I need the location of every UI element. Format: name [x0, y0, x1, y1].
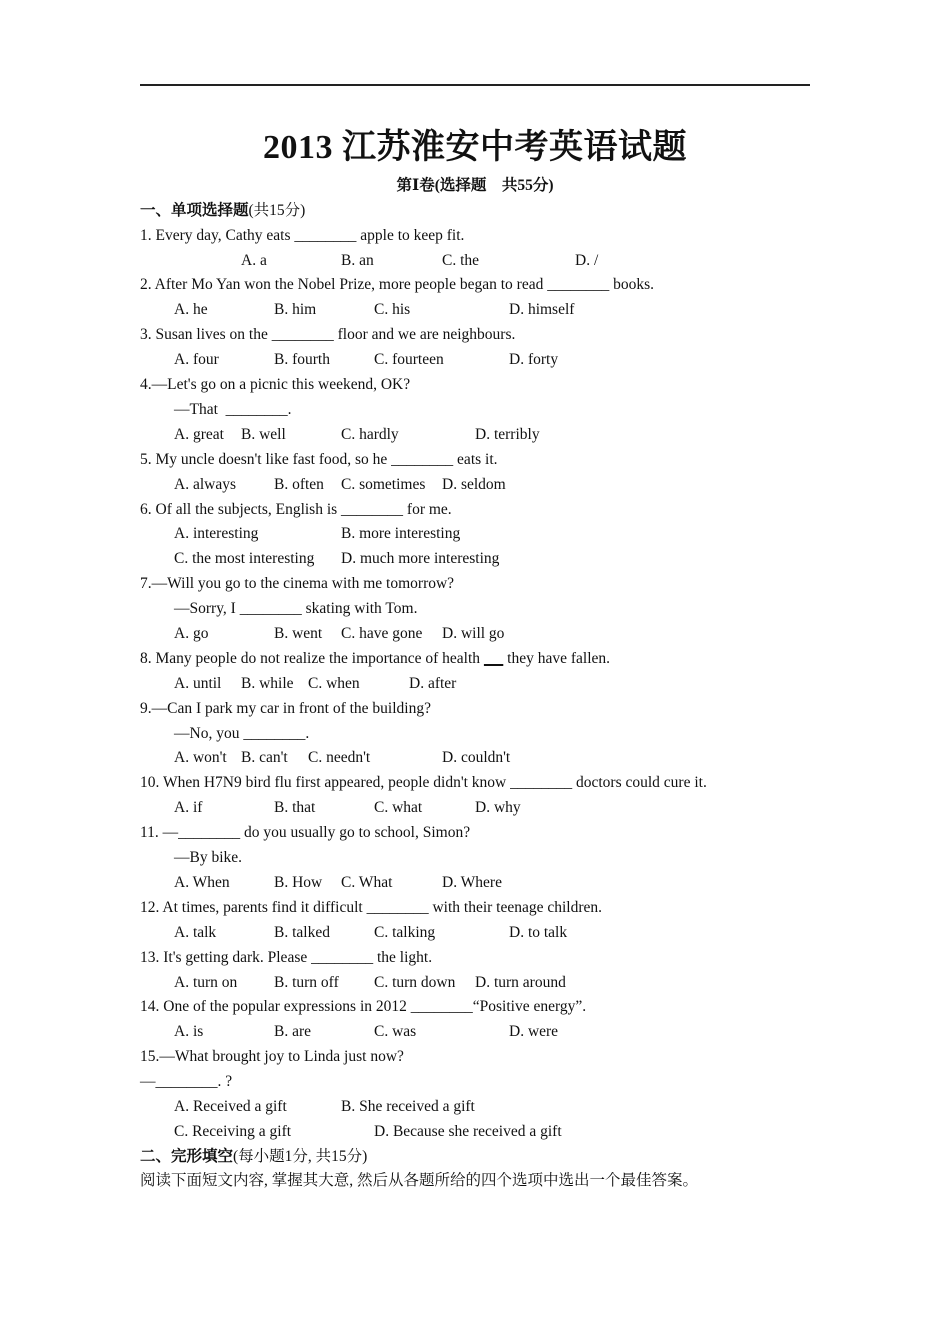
section-2-instruction: 阅读下面短文内容, 掌握其大意, 然后从各题所给的四个选项中选出一个最佳答案。: [140, 1172, 699, 1189]
q2-stem: 2. After Mo Yan won the Nobel Prize, more people began to read ________ books.: [140, 276, 654, 293]
q14-option-d: D. were: [509, 1023, 559, 1040]
q3-option-d: D. forty: [509, 351, 559, 368]
q7-reply: —Sorry, I ________ skating with Tom.: [174, 600, 418, 617]
q14-option-b: B. are: [274, 1023, 312, 1040]
q11-option-c: C. What: [341, 874, 393, 891]
q8-stem: [140, 648, 610, 670]
q9-reply: —No, you ________.: [174, 725, 310, 742]
q5-option-a: A. always: [174, 476, 236, 493]
q5-option-c: C. sometimes: [341, 476, 426, 493]
q11-option-a: A. When: [174, 874, 230, 891]
q15-reply: —________. ?: [140, 1073, 233, 1090]
q3-option-a: A. four: [174, 351, 219, 368]
q7-option-a: A. go: [174, 625, 209, 642]
q13-option-d: D. turn around: [475, 974, 566, 991]
q5-stem: 5. My uncle doesn't like fast food, so he ________ eats it.: [140, 451, 498, 468]
q4-option-c: C. hardly: [341, 426, 399, 443]
q14-option-c: C. was: [374, 1023, 417, 1040]
q2-option-a: A. he: [174, 301, 208, 318]
q12-option-a: A. talk: [174, 924, 217, 941]
q4-option-a: A. great: [174, 426, 224, 443]
q6-option-b: B. more interesting: [341, 525, 461, 542]
q13-stem: 13. It's getting dark. Please ________ the light.: [140, 949, 433, 966]
q4-option-b: B. well: [241, 426, 286, 443]
q11-reply: —By bike.: [174, 849, 243, 866]
q2-option-b: B. him: [274, 301, 317, 318]
q8-option-c: C. when: [308, 675, 360, 692]
section-2-heading: [140, 1146, 367, 1168]
q8-stem-before: 8. Many people do not realize the importance of health: [140, 650, 484, 667]
section-2-note: (每小题1分, 共15分): [233, 1148, 368, 1165]
q11-option-b: B. How: [274, 874, 323, 891]
page-title: 2013 江苏淮安中考英语试题: [263, 129, 687, 166]
q9-option-b: B. can't: [241, 749, 288, 766]
q6-stem: 6. Of all the subjects, English is ________ for me.: [140, 501, 452, 518]
q10-stem: 10. When H7N9 bird flu first appeared, people didn't know ________ doctors could cure it.: [140, 774, 707, 791]
q8-option-d: D. after: [409, 675, 457, 692]
q14-stem: 14. One of the popular expressions in 2012 ________“Positive energy”.: [140, 998, 587, 1015]
q7-stem: 7.—Will you go to the cinema with me tomorrow?: [140, 575, 455, 592]
q4-reply: —That ________.: [174, 401, 292, 418]
q6-option-a: A. interesting: [174, 525, 259, 542]
q9-option-a: A. won't: [174, 749, 227, 766]
q13-option-b: B. turn off: [274, 974, 339, 991]
q8-stem-after: they have fallen.: [503, 650, 611, 667]
q7-option-b: B. went: [274, 625, 323, 642]
q1-option-c: C. the: [442, 252, 480, 269]
section-2-title: 二、完形填空: [140, 1148, 234, 1165]
q8-option-a: A. until: [174, 675, 222, 692]
q1-option-a: A. a: [241, 252, 267, 269]
q1-stem: 1. Every day, Cathy eats ________ apple to keep fit.: [140, 227, 465, 244]
q12-stem: 12. At times, parents find it difficult ________ with their teenage children.: [140, 899, 603, 916]
header-rule: [140, 84, 810, 86]
q8-blank: [484, 650, 503, 667]
q15-option-a: A. Received a gift: [174, 1098, 287, 1115]
q15-option-d: D. Because she received a gift: [374, 1123, 562, 1140]
q9-option-d: D. couldn't: [442, 749, 511, 766]
q15-stem: 15.—What brought joy to Linda just now?: [140, 1048, 404, 1065]
q3-option-c: C. fourteen: [374, 351, 444, 368]
q1-option-b: B. an: [341, 252, 374, 269]
q10-option-c: C. what: [374, 799, 423, 816]
section-1-title: 一、单项选择题: [140, 202, 249, 219]
q2-option-d: D. himself: [509, 301, 575, 318]
q15-option-b: B. She received a gift: [341, 1098, 475, 1115]
q4-option-d: D. terribly: [475, 426, 540, 443]
q3-option-b: B. fourth: [274, 351, 330, 368]
q15-option-c: C. Receiving a gift: [174, 1123, 292, 1140]
q12-option-c: C. talking: [374, 924, 436, 941]
q10-option-b: B. that: [274, 799, 316, 816]
section-1-note: (共15分): [248, 202, 306, 219]
q6-option-d: D. much more interesting: [341, 550, 500, 567]
q11-stem: 11. —________ do you usually go to school, Simon?: [140, 824, 471, 841]
q14-option-a: A. is: [174, 1023, 204, 1040]
q8-option-b: B. while: [241, 675, 294, 692]
q6-option-c: C. the most interesting: [174, 550, 315, 567]
q10-option-d: D. why: [475, 799, 521, 816]
q1-option-d: D. /: [575, 252, 599, 269]
q13-option-c: C. turn down: [374, 974, 456, 991]
q5-option-b: B. often: [274, 476, 324, 493]
q13-option-a: A. turn on: [174, 974, 238, 991]
q4-stem: 4.—Let's go on a picnic this weekend, OK?: [140, 376, 411, 393]
q2-option-c: C. his: [374, 301, 411, 318]
q9-option-c: C. needn't: [308, 749, 371, 766]
q7-option-d: D. will go: [442, 625, 505, 642]
q5-option-d: D. seldom: [442, 476, 506, 493]
page-subtitle: 第Ⅰ卷(选择题 共55分): [396, 177, 554, 194]
q12-option-d: D. to talk: [509, 924, 568, 941]
q12-option-b: B. talked: [274, 924, 330, 941]
q3-stem: 3. Susan lives on the ________ floor and we are neighbours.: [140, 326, 516, 343]
q10-option-a: A. if: [174, 799, 203, 816]
q9-stem: 9.—Can I park my car in front of the building?: [140, 700, 431, 717]
q7-option-c: C. have gone: [341, 625, 423, 642]
q11-option-d: D. Where: [442, 874, 502, 891]
section-1-heading: [140, 200, 305, 222]
